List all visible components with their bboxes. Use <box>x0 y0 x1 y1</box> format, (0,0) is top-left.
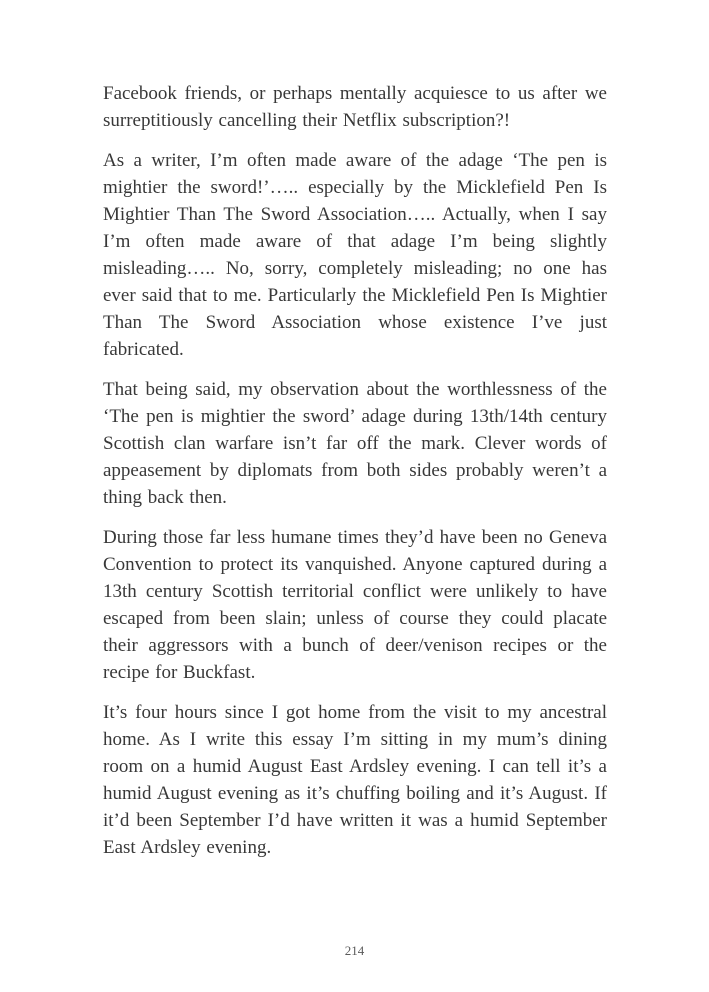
paragraph: Facebook friends, or perhaps mentally acquiesce to us after we surreptitiously cancelling their Netflix subscription?! <box>103 83 607 131</box>
page-number: 214 <box>344 943 365 958</box>
paragraph: It’s four hours since I got home from the visit to my ancestral home. As I write this essay I’m sitting in my mum’s dining room on a humid August East Ardsley evening. I can tell it’s a humid August evening as it’s chuffing boiling and it’s August. If it’d been September I’d have written it was a humid September East Ardsley evening. <box>103 702 607 858</box>
paragraph: During those far less humane times they’d have been no Geneva Convention to protect its vanquished. Anyone captured during a 13th century Scottish territorial conflict were unlikely to have escaped from been slain; unless of course they could placate their aggressors with a bunch of deer/venison recipes or the recipe for Buckfast. <box>103 527 607 683</box>
paragraph: That being said, my observation about the worthlessness of the ‘The pen is mightier the sword’ adage during 13th/14th century Scottish clan warfare isn’t far off the mark. Clever words of appeasement by diplomats from both sides probably weren’t a thing back then. <box>103 379 607 508</box>
page-body-text <box>103 80 607 874</box>
paragraph: As a writer, I’m often made aware of the adage ‘The pen is mightier the sword!’….. especially by the Micklefield Pen Is Mightier Than The Sword Association….. Actually, when I say I’m often made aware of that adage I’m being slightly misleading….. No, sorry, completely misleading; no one has ever said that to me. Particularly the Micklefield Pen Is Mightier Than The Sword Association whose existence I’ve just fabricated. <box>103 150 607 360</box>
